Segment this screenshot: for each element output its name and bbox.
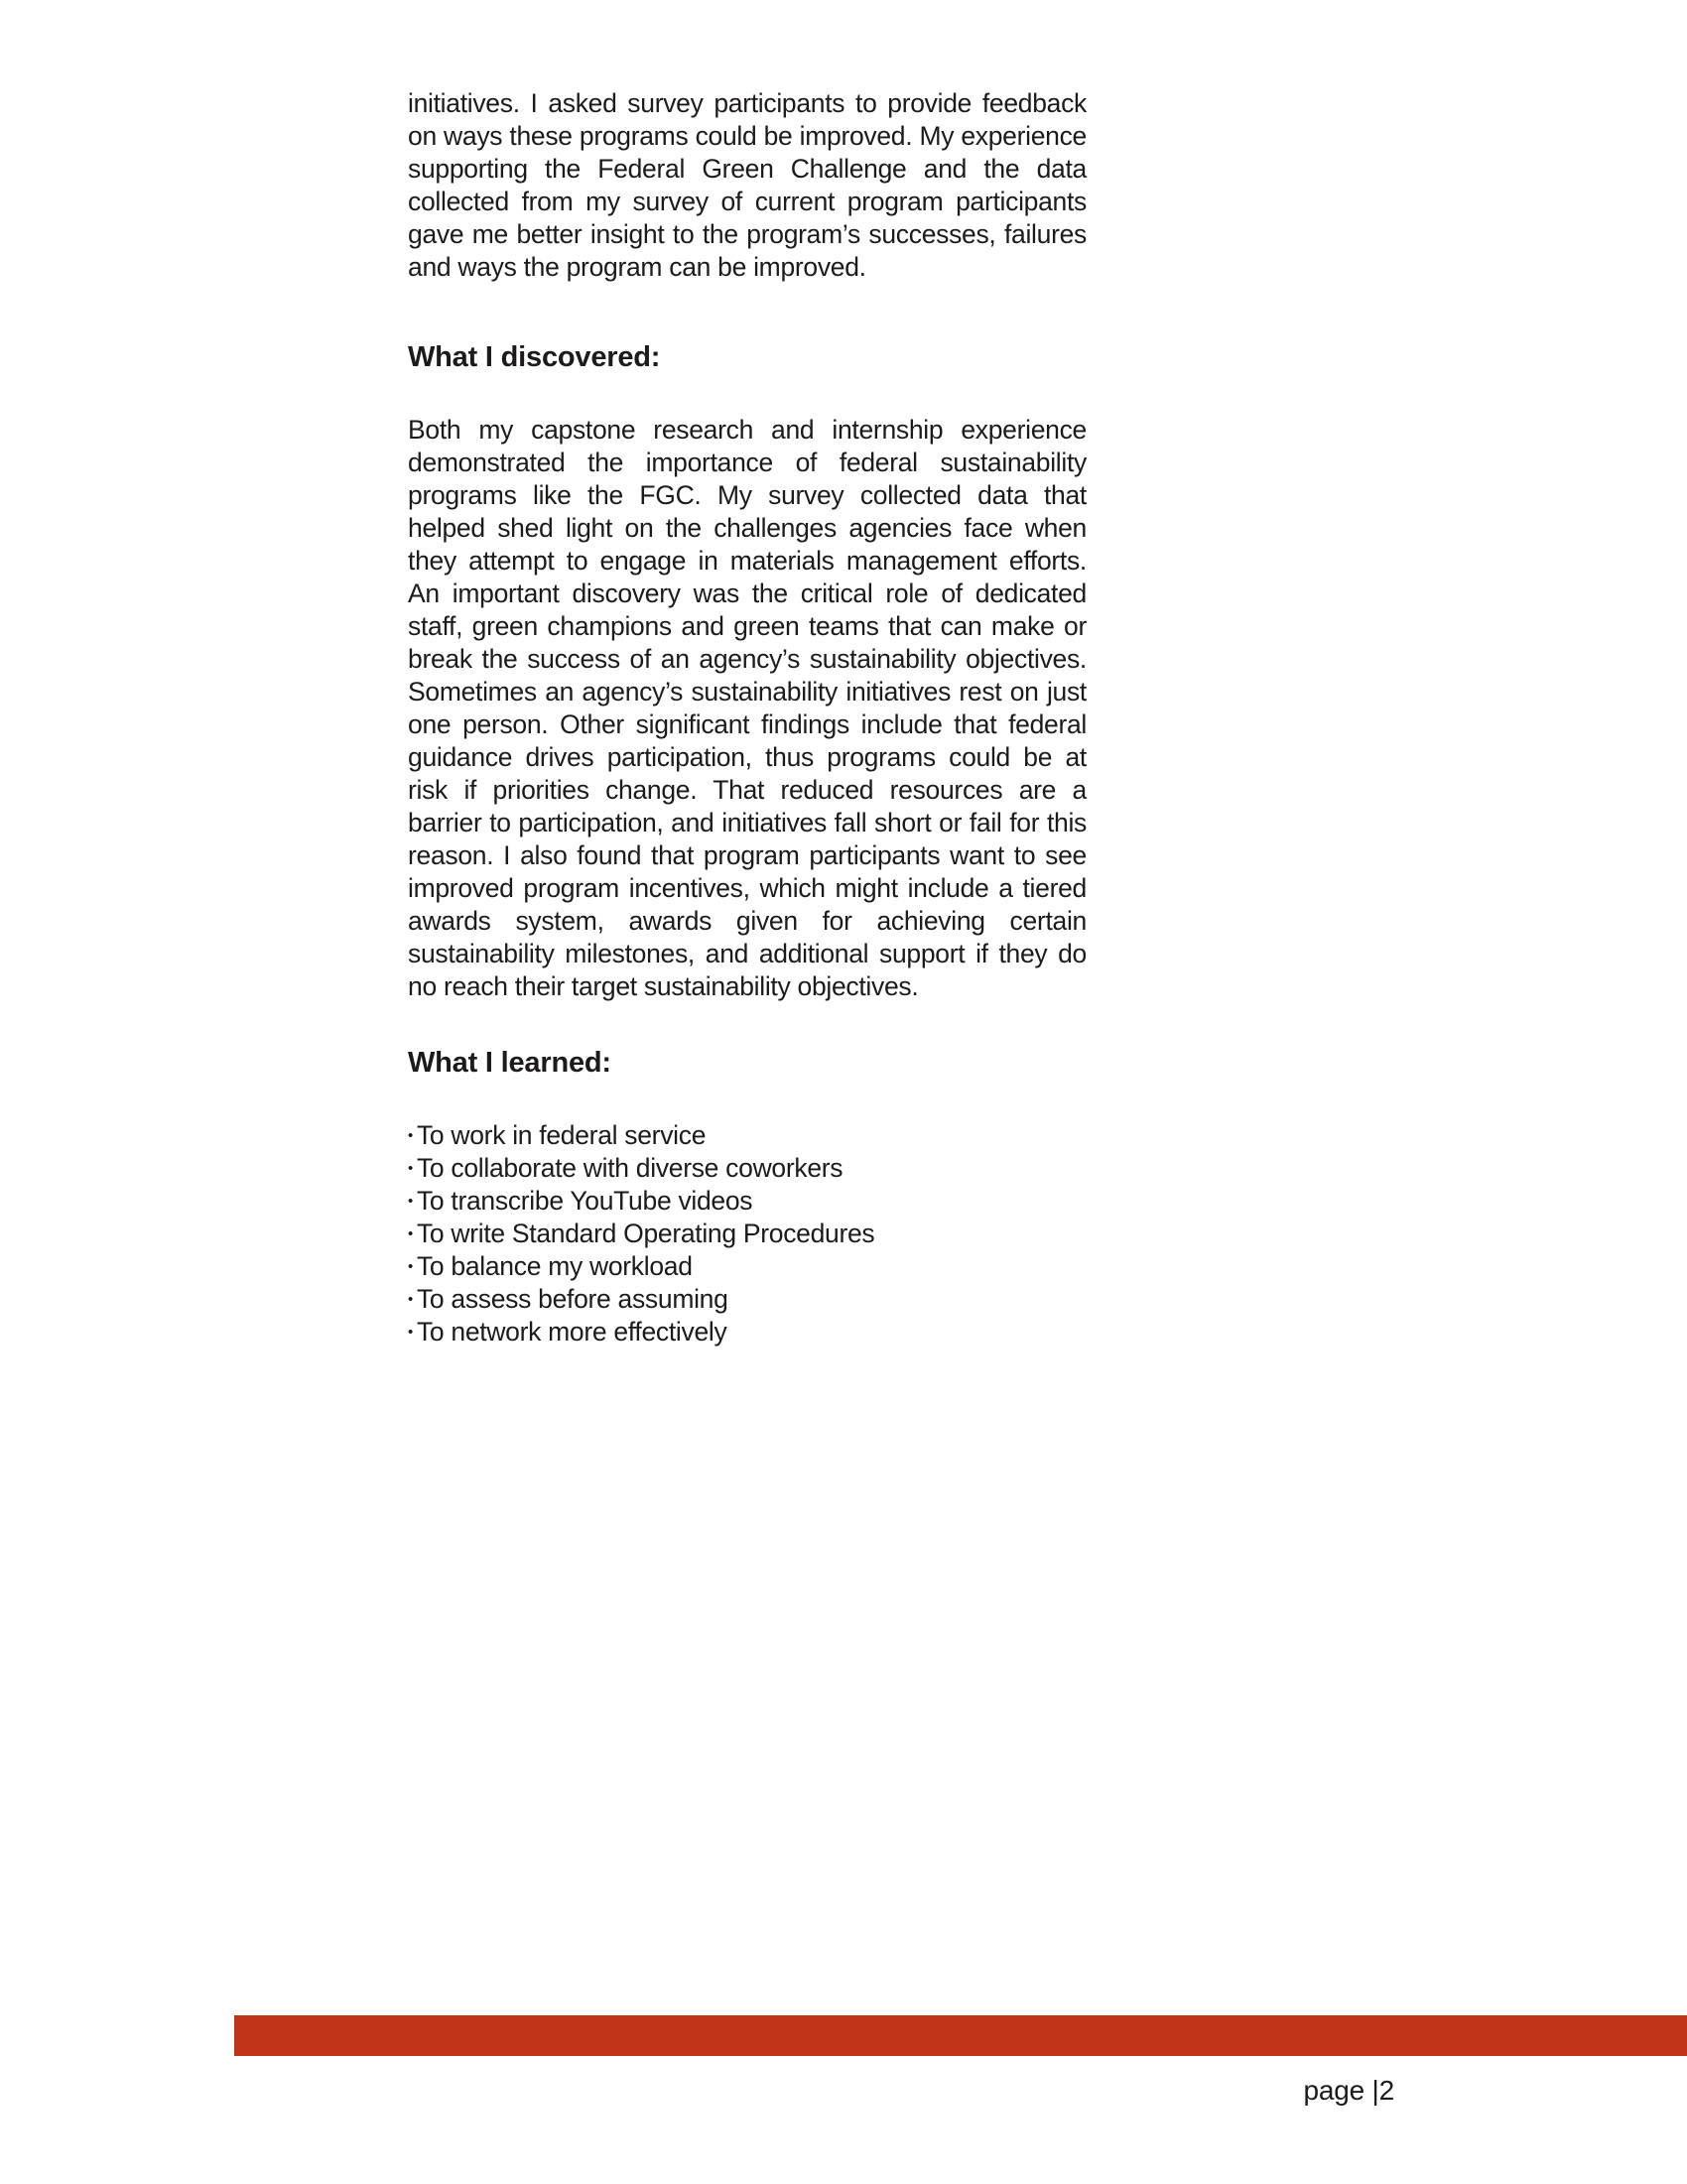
bullet-icon: • <box>408 1225 413 1242</box>
list-item-text: To write Standard Operating Procedures <box>416 1219 875 1248</box>
list-item <box>408 1250 1087 1283</box>
bullet-icon: • <box>408 1258 413 1275</box>
list-item <box>408 1283 1087 1316</box>
list-item-text: To work in federal service <box>416 1120 707 1150</box>
discovered-paragraph: Both my capstone research and internship experience demonstrated the importance of federal sustainability programs like the FGC. My survey collected data that helped shed light on the challenges agencies face when they attempt to engage in materials management efforts. An important discovery was the critical role of dedicated staff, green champions and green teams that can make or break the success of an agency’s sustainability objectives. Sometimes an agency’s sustainability initiatives rest on just one person. Other significant findings include that federal guidance drives participation, thus programs could be at risk if priorities change. That reduced resources are a barrier to participation, and initiatives fall short or fail for this reason. I also found that program participants want to see improved program incentives, which might include a tiered awards system, awards given for achieving certain sustainability milestones, and additional support if they do no reach their target sustainability objectives. <box>408 415 1087 1001</box>
list-item-text: To transcribe YouTube videos <box>416 1186 753 1216</box>
list-item <box>408 1185 1087 1218</box>
list-item-text: To network more effectively <box>416 1317 727 1347</box>
list-item-text: To balance my workload <box>416 1251 693 1281</box>
discovered-heading: What I discovered: <box>408 341 661 373</box>
list-item <box>408 1218 1087 1250</box>
intro-paragraph: initiatives. I asked survey participants to provide feedback on ways these programs could be improved. My experience supporting the Federal Green Challenge and the data collected from my survey of current program participants gave me better insight to the program’s successes, failures and ways the program can be improved. <box>408 88 1087 282</box>
learned-heading: What I learned: <box>408 1047 611 1079</box>
bullet-icon: • <box>408 1193 413 1210</box>
list-item-text: To collaborate with diverse coworkers <box>416 1153 844 1183</box>
learned-list <box>408 1119 1087 1349</box>
list-item <box>408 1316 1087 1349</box>
footer-accent-bar <box>234 2015 1687 2056</box>
list-item <box>408 1119 1087 1152</box>
bullet-icon: • <box>408 1127 413 1144</box>
text-column <box>408 87 1087 1349</box>
bullet-icon: • <box>408 1291 413 1308</box>
bullet-icon: • <box>408 1324 413 1341</box>
list-item-text: To assess before assuming <box>416 1284 728 1314</box>
list-item <box>408 1152 1087 1185</box>
page-number: page |2 <box>1303 2075 1394 2106</box>
bullet-icon: • <box>408 1160 413 1177</box>
